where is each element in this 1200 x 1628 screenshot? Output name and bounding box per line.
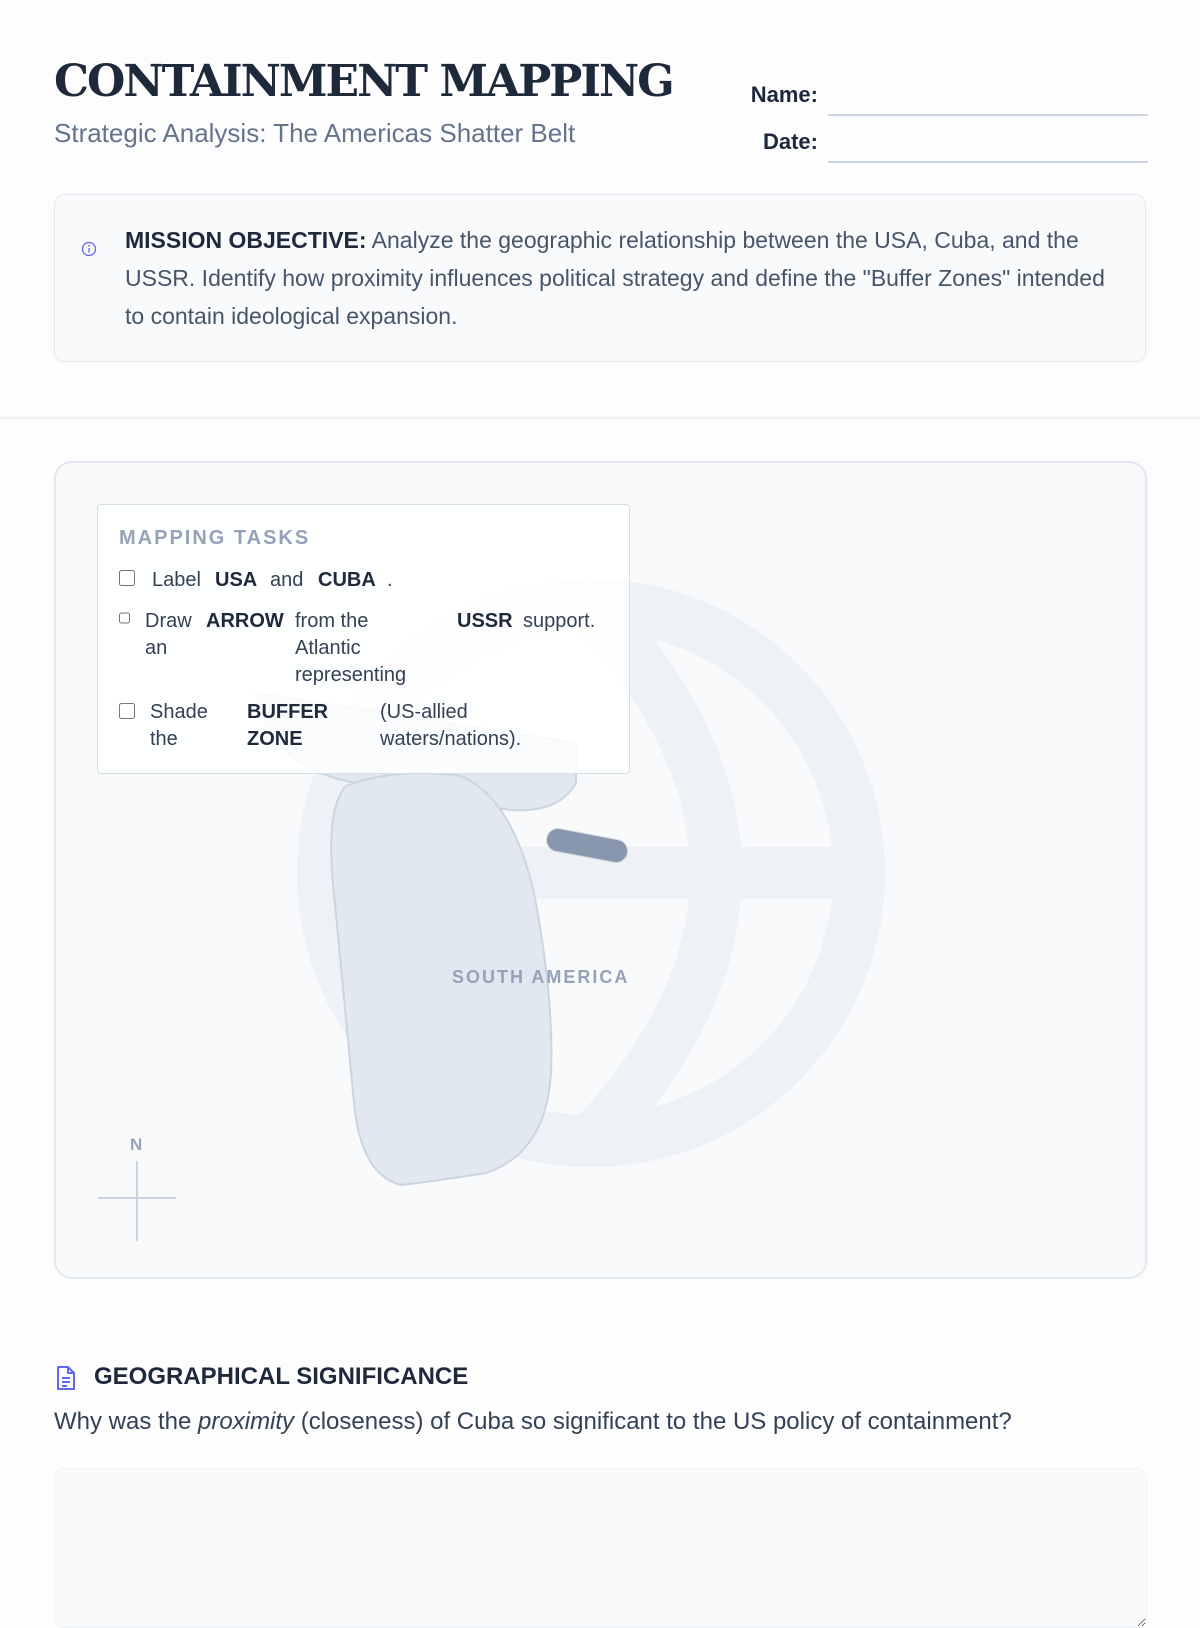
name-label: Name: xyxy=(750,82,818,107)
task-1-usa: USA xyxy=(215,569,258,591)
task-label-usa-cuba xyxy=(119,567,613,595)
info-icon xyxy=(81,241,97,257)
document-icon xyxy=(54,1365,78,1391)
task-shade-buffer-zone xyxy=(119,699,613,755)
date-field[interactable] xyxy=(828,161,1148,163)
task-2-from: from the xyxy=(295,610,369,632)
name-field-row xyxy=(724,72,1148,116)
mission-objective-text xyxy=(125,221,1115,335)
task-1-and: and xyxy=(270,569,304,591)
mission-objective-body: Analyze the geographic relationship between the USA, Cuba, and the USSR. Identify how proximity influences political strategy and define the "Buffer Zones" intended to contain ideological expansion. xyxy=(125,227,1105,329)
answer-textarea[interactable] xyxy=(54,1468,1147,1628)
south-america-label: SOUTH AMERICA xyxy=(452,967,630,987)
question-part-1: Why was the xyxy=(54,1408,199,1435)
task-3-waters: waters/nations). xyxy=(380,728,522,750)
task-1-cuba: CUBA xyxy=(318,569,376,591)
task-2-arrow: ARROW xyxy=(206,610,284,632)
task-1-text: Label xyxy=(152,569,201,591)
mapping-tasks-panel xyxy=(97,504,630,774)
mission-objective-label: MISSION OBJECTIVE: xyxy=(125,227,367,253)
significance-title: GEOGRAPHICAL SIGNIFICANCE xyxy=(94,1363,469,1390)
question-part-2: (closeness) of Cuba so significant to the US policy of containment? xyxy=(294,1408,1012,1435)
task-2-draw: Draw xyxy=(145,610,192,632)
task-2-representing: representing xyxy=(295,664,407,686)
task-3-the: the xyxy=(150,728,178,750)
task-2-support: support. xyxy=(523,610,596,632)
task-3-zone: ZONE xyxy=(247,728,303,750)
task-3-checkbox[interactable] xyxy=(119,703,135,719)
task-draw-arrow xyxy=(119,608,613,690)
significance-question xyxy=(54,1408,1012,1436)
task-2-ussr: USSR xyxy=(457,610,513,632)
task-2-atlantic: Atlantic xyxy=(295,637,361,659)
question-emphasis: proximity xyxy=(198,1408,295,1435)
name-field[interactable] xyxy=(828,114,1148,116)
task-3-shade: Shade xyxy=(150,701,208,723)
page-title: CONTAINMENT MAPPING xyxy=(54,56,673,107)
task-1-checkbox[interactable] xyxy=(119,570,135,586)
task-2-an: an xyxy=(145,637,168,659)
compass-north-label: N xyxy=(130,1135,143,1154)
task-1-period: . xyxy=(387,569,393,591)
mapping-tasks-title: MAPPING TASKS xyxy=(119,527,311,549)
task-3-buffer: BUFFER xyxy=(247,701,329,723)
section-divider xyxy=(0,417,1200,419)
task-3-us-allied: (US-allied xyxy=(380,701,468,723)
task-2-checkbox[interactable] xyxy=(119,610,130,626)
mission-objective-box xyxy=(54,194,1146,362)
worksheet-header xyxy=(54,56,1148,166)
compass-rose xyxy=(98,1161,176,1241)
page-subtitle: Strategic Analysis: The Americas Shatter Belt xyxy=(54,118,576,148)
date-label: Date: xyxy=(762,129,818,154)
date-field-row xyxy=(724,119,1148,163)
